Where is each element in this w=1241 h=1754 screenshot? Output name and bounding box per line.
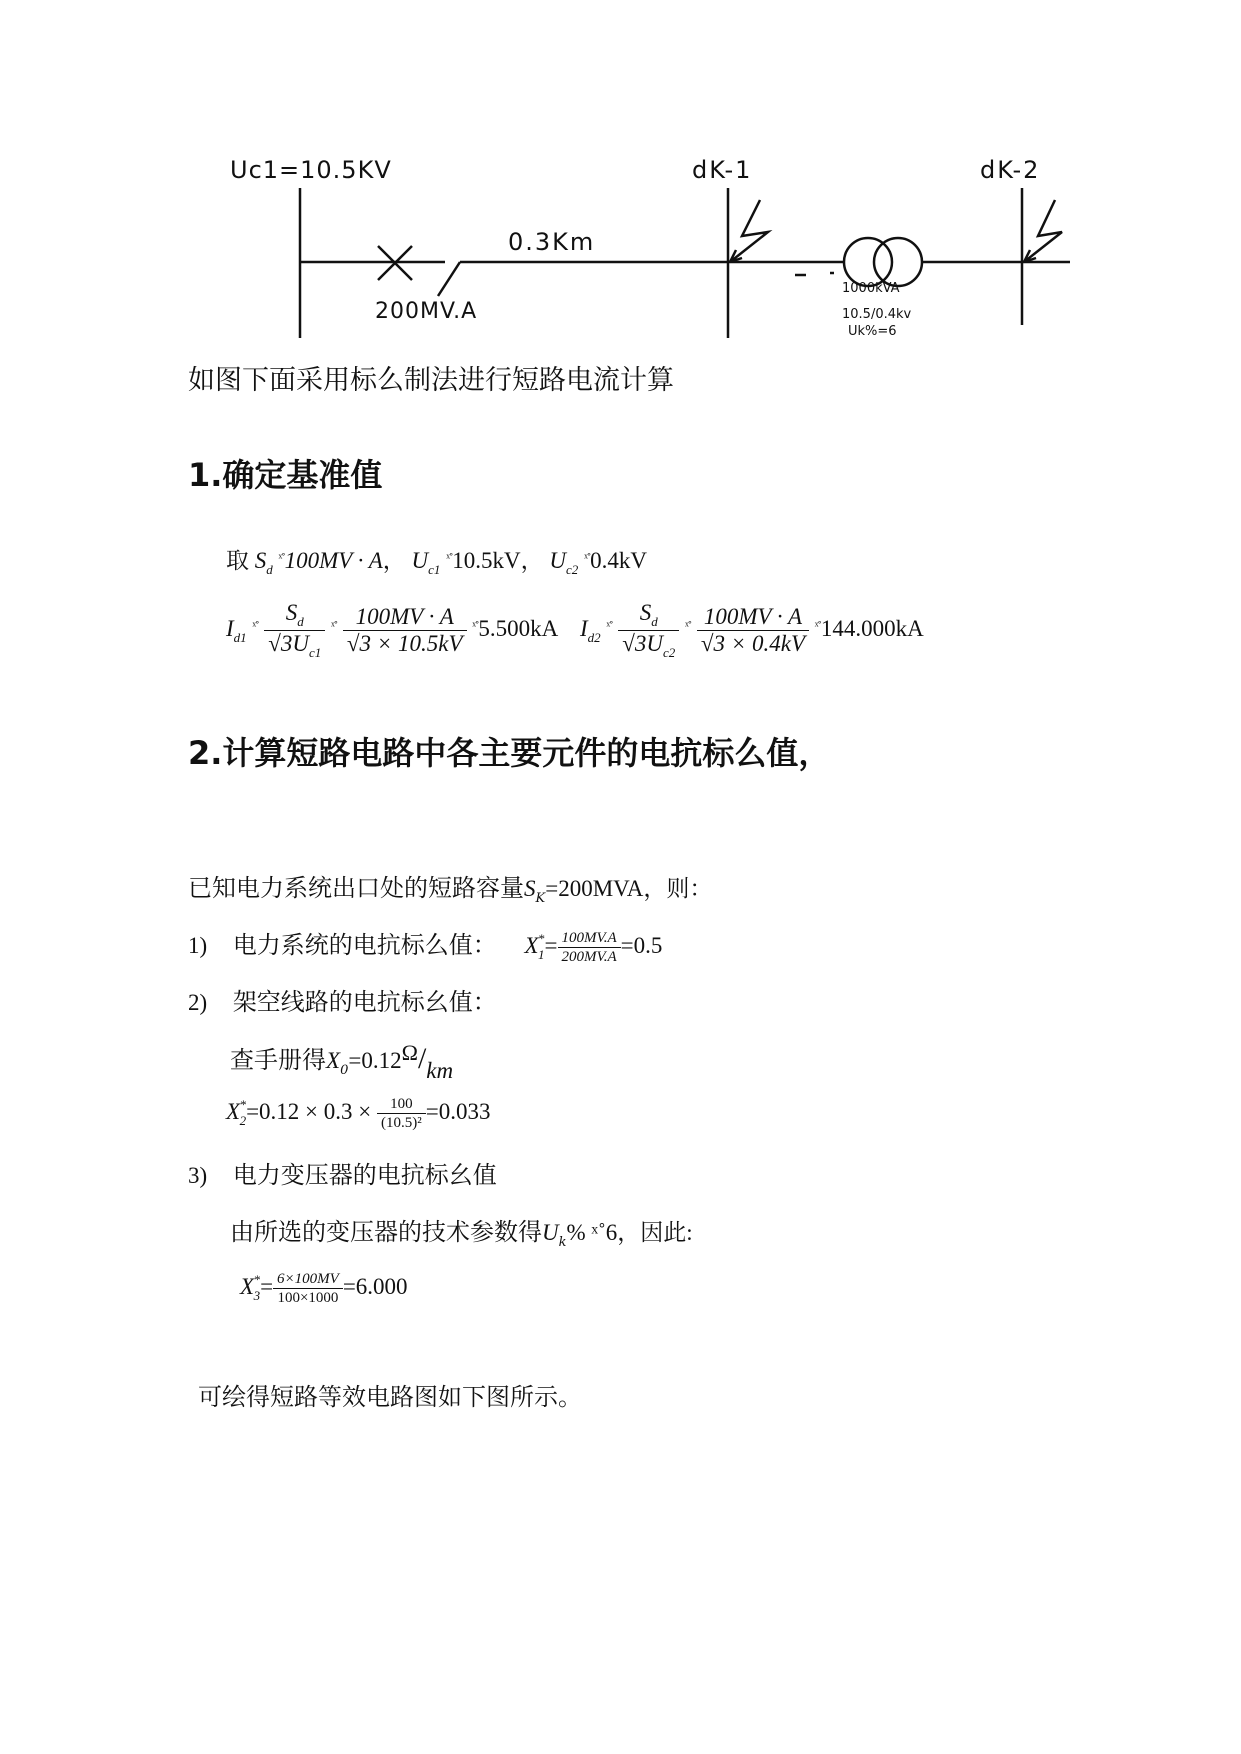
line-length-label: 0.3Km — [508, 228, 596, 256]
uk-prefix: 由所选的变压器的技术参数得 — [230, 1218, 542, 1246]
x0-prefix: 查手册得 — [230, 1046, 326, 1074]
eq-glyph: ˣ˚ — [472, 617, 479, 633]
base-current-line — [226, 600, 924, 661]
item1-line — [188, 925, 662, 966]
fault-arrow-dk2 — [1024, 200, 1062, 262]
known-suffix: =200MVA，则： — [545, 876, 713, 901]
separator: ， — [382, 548, 406, 574]
x0-value: =0.12 — [348, 1048, 402, 1073]
x1-num: 100MV.A — [558, 929, 621, 948]
x0-symbol: X — [326, 1048, 341, 1073]
sk-symbol: S — [524, 876, 536, 901]
x0-unit-den: km — [426, 1058, 454, 1083]
dk1-label: dK-1 — [692, 156, 753, 184]
id2-num2: 100MV · A — [697, 604, 809, 631]
separator: ， — [520, 548, 544, 574]
x2-num: 100 — [377, 1095, 426, 1114]
eq-glyph: ˣ˚ — [685, 617, 692, 633]
id2-num-sub: d — [651, 614, 658, 629]
x3-line: $X^*_3=$ $\frac{6\times 100MV}{100\times 1000}$ =6.000 — [240, 1271, 408, 1306]
x0-line: 查手册得$X_0=0.12\Omega/km$ — [230, 1040, 454, 1083]
x0-sub: 0 — [340, 1063, 349, 1078]
id2-fraction-2 — [697, 604, 809, 657]
x1-fraction — [558, 929, 621, 966]
eq-glyph: ˣ˚ — [278, 550, 285, 565]
transformer-ratio-label: 10.5/0.4kv — [842, 307, 912, 322]
uc1-sub: c1 — [428, 562, 441, 577]
id1-symbol: I — [226, 615, 234, 641]
x1-den: 200MV.A — [561, 949, 617, 966]
item3-number: 3) — [188, 1163, 208, 1188]
star: * — [240, 1096, 247, 1112]
id1-den2: √3 × 10.5kV — [346, 631, 463, 656]
uc2-value: 0.4kV — [590, 548, 648, 573]
uc1-value: 10.5kV — [452, 548, 521, 573]
id1-num: S — [285, 600, 298, 625]
item1-number: 1) — [188, 933, 208, 958]
id2-den: √3U — [622, 631, 663, 656]
base-values-line — [226, 542, 647, 578]
id2-den-sub: c2 — [662, 645, 676, 660]
uc1-label: Uc1=10.5KV — [230, 156, 392, 184]
x2-line — [226, 1095, 490, 1132]
x3-symbol: X — [240, 1273, 255, 1299]
uk-symbol: U — [542, 1220, 559, 1245]
item3-text: 电力变压器的电抗标幺值 — [232, 1161, 497, 1189]
known-prefix: 已知电力系统出口处的短路容量 — [188, 874, 524, 902]
fault-arrow-dk1 — [730, 200, 768, 262]
transformer-uk-label: Uk%=6 — [848, 324, 897, 339]
sd-value: 100MV · A — [284, 548, 383, 573]
sk-sub: K — [535, 891, 546, 906]
eq-glyph: ˣ˚ — [331, 617, 338, 633]
item3-line — [188, 1155, 497, 1190]
uk-line — [230, 1212, 693, 1250]
eq-glyph: ˣ˚ — [252, 617, 259, 633]
id1-sub: d1 — [233, 629, 247, 645]
item2-text: 架空线路的电抗标幺值： — [232, 988, 497, 1016]
x1-expression: $X^*_1=$ $\frac{100MV.A}{200MV.A}$ =0.5 — [524, 930, 663, 966]
x2-symbol: X — [226, 1098, 241, 1124]
section2-heading: 2.计算短路电路中各主要元件的电抗标么值， — [188, 734, 831, 772]
x3-sub: 3 — [253, 1287, 261, 1303]
x1-symbol: X — [524, 933, 539, 958]
known-capacity-line — [188, 868, 712, 906]
x0-unit-num: Ω — [401, 1040, 418, 1065]
id2-num: S — [639, 600, 652, 625]
x3-fraction — [273, 1270, 343, 1307]
sd-sub: d — [266, 562, 273, 577]
id2-sub: d2 — [587, 629, 601, 645]
uk-value: % ˣ˚6，因此: — [566, 1220, 693, 1245]
id1-result: 5.500kA — [478, 615, 557, 641]
star: * — [538, 931, 546, 946]
id1-den-sub: c1 — [309, 645, 322, 660]
id1-num-sub: d — [297, 614, 304, 629]
dk2-label: dK-2 — [980, 156, 1041, 184]
uk-sub: k — [558, 1235, 567, 1250]
id1-num2: 100MV · A — [343, 604, 467, 631]
x1-result: =0.5 — [620, 933, 663, 958]
item2-line — [188, 982, 497, 1017]
star: * — [254, 1271, 261, 1287]
eq-glyph: ˣ˚ — [584, 550, 591, 565]
take-label: 取 — [226, 548, 249, 574]
x2-fraction — [377, 1095, 426, 1132]
system-source-symbol — [438, 262, 460, 296]
id2-den2: √3 × 0.4kV — [700, 631, 805, 656]
id2-result: 144.000kA — [820, 615, 924, 641]
system-capacity-label: 200MV.A — [375, 299, 478, 324]
id1-fraction-2 — [343, 604, 467, 657]
eq-glyph: ˣ˚ — [606, 617, 613, 633]
item1-text: 电力系统的电抗标么值： — [232, 931, 497, 959]
eq-glyph: ˣ˚ — [814, 617, 821, 633]
x2-result: =0.033 — [425, 1098, 491, 1124]
transformer-rating-label: 1000kVA — [842, 281, 900, 296]
closing-text: 可绘得短路等效电路图如下图所示。 — [198, 1383, 582, 1411]
x3-num: 6×100MV — [273, 1270, 343, 1289]
x2-sub: 2 — [239, 1112, 247, 1128]
uc2-sub: c2 — [566, 562, 579, 577]
eq-glyph: ˣ˚ — [446, 550, 453, 565]
item2-number: 2) — [188, 990, 208, 1015]
single-line-diagram — [0, 0, 1241, 360]
transformer-winding-1 — [844, 238, 892, 286]
section1-heading: 1.确定基准值 — [188, 456, 383, 494]
x3-den: 100×1000 — [277, 1290, 339, 1306]
x2-den: (10.5)² — [380, 1115, 422, 1131]
id1-fraction-1 — [264, 600, 325, 661]
transformer-winding-2 — [874, 238, 922, 286]
uc2-symbol: U — [549, 548, 567, 573]
x3-result: =6.000 — [342, 1273, 408, 1299]
uc1-symbol: U — [411, 548, 429, 573]
sd-symbol: S — [254, 548, 267, 573]
intro-text: 如图下面采用标么制法进行短路电流计算 — [188, 365, 674, 396]
x2-expr: =0.12 × 0.3 × — [246, 1098, 372, 1124]
id2-fraction-1 — [618, 600, 679, 661]
x1-sub: 1 — [538, 947, 545, 962]
id1-den: √3U — [268, 631, 309, 656]
id2-symbol: I — [579, 615, 588, 641]
